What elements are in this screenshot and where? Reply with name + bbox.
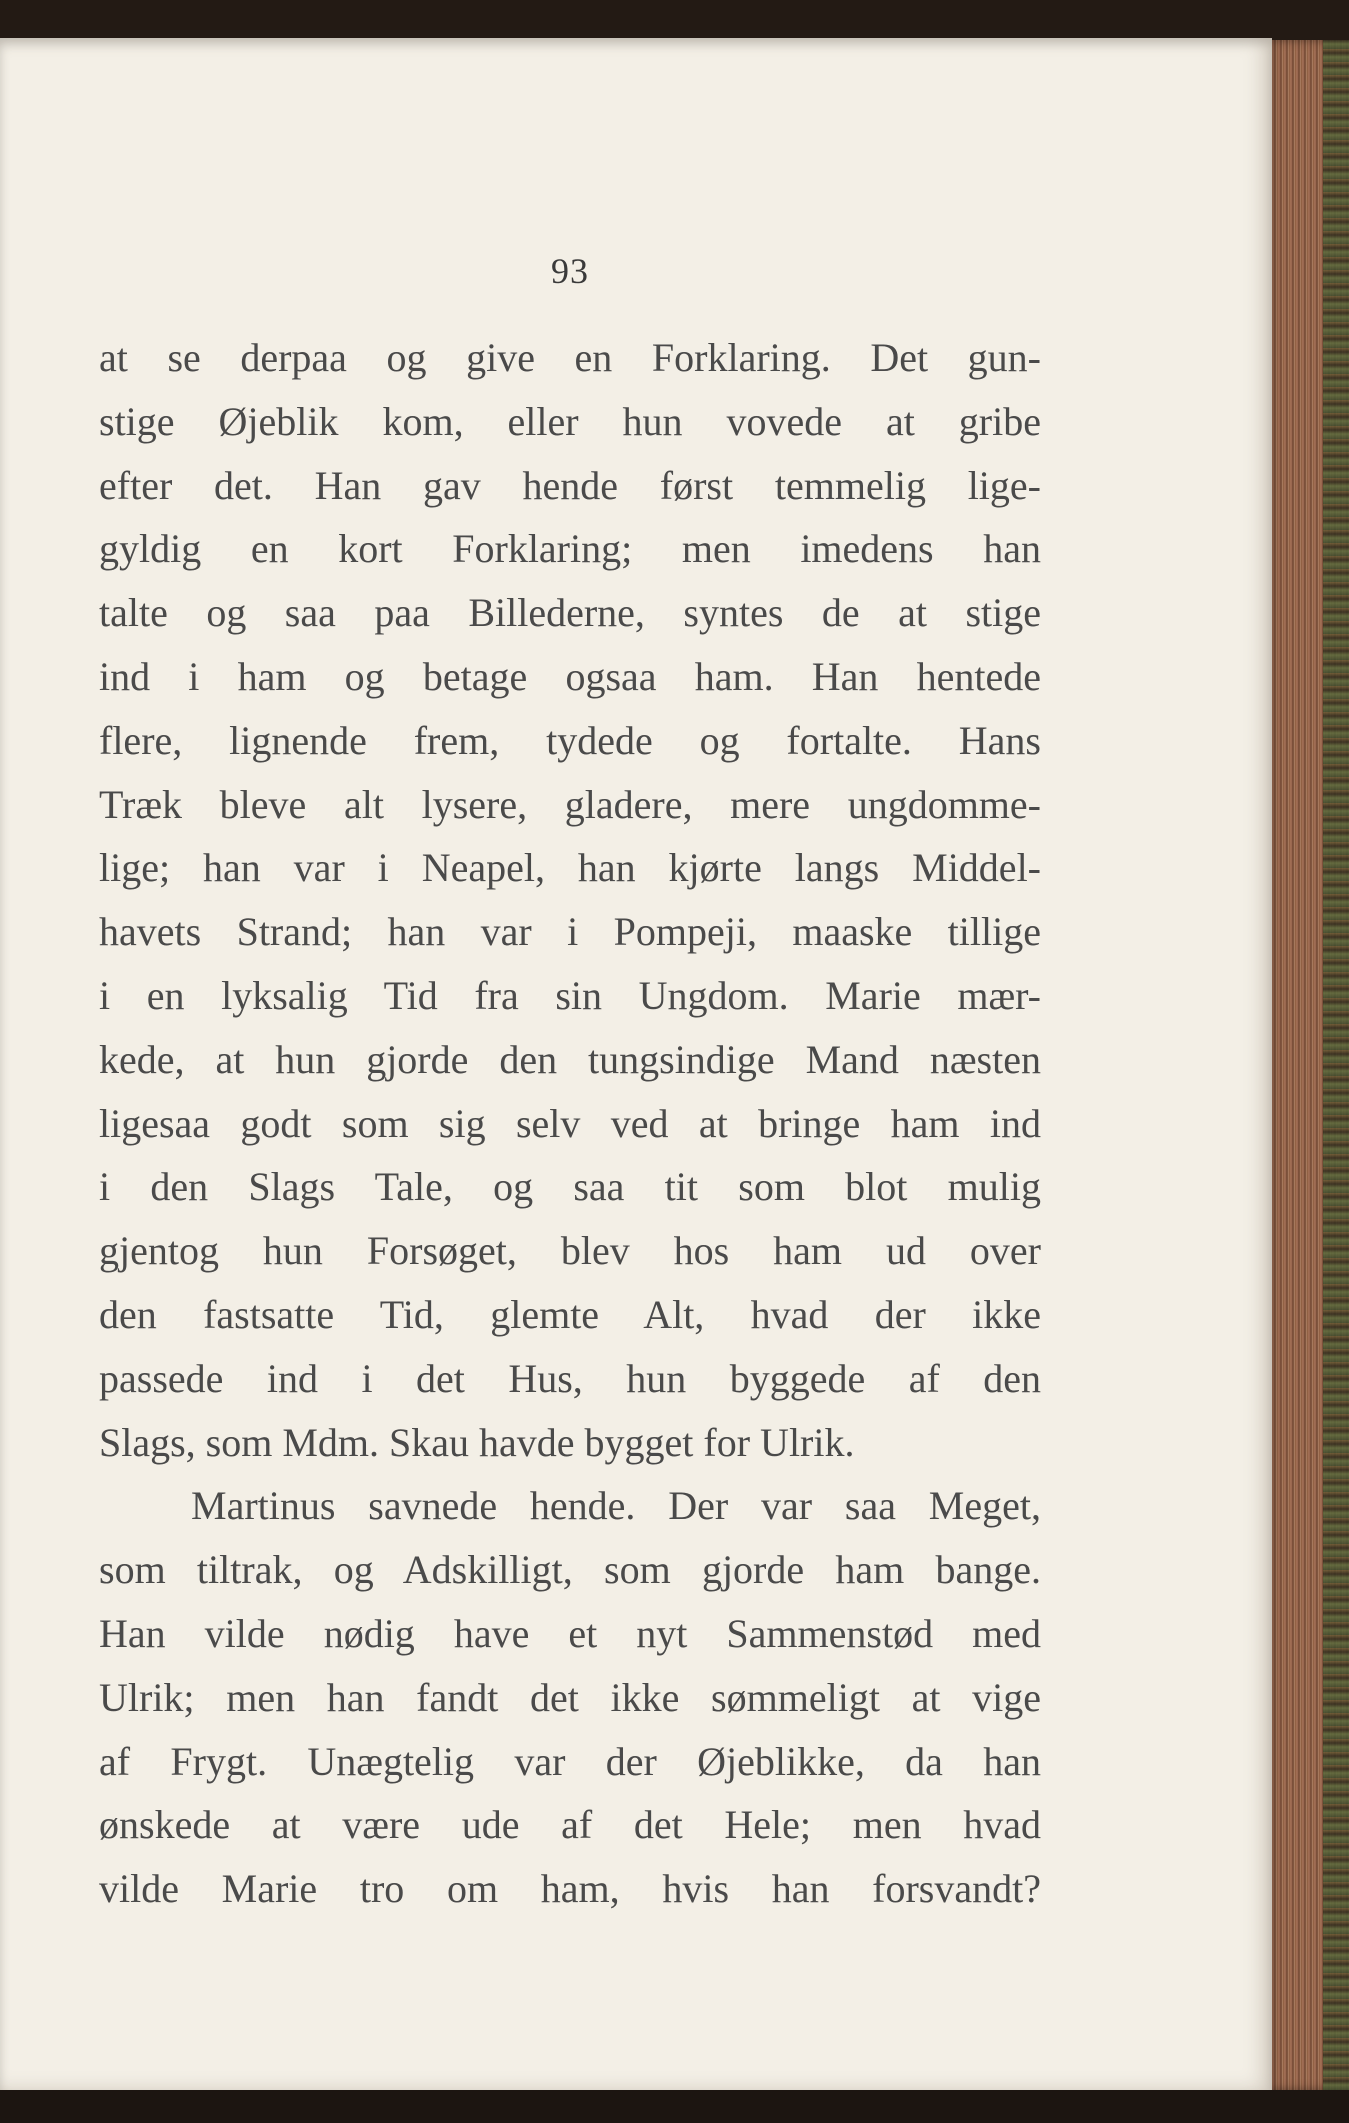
text-line: i den Slags Tale, og saa tit som blot mulig xyxy=(99,1164,1041,1210)
text-line: ønskede at være ude af det Hele; men hvad xyxy=(99,1802,1041,1848)
text-line: at se derpaa og give en Forklaring. Det gun- xyxy=(99,335,1041,380)
text-line: af Frygt. Unægtelig var der Øjeblikke, da han xyxy=(99,1738,1041,1784)
text-line: gyldig en kort Forklaring; men imedens han xyxy=(99,526,1041,572)
text-line: ligesaa godt som sig selv ved at bringe ham ind xyxy=(99,1100,1041,1146)
text-line: kede, at hun gjorde den tungsindige Mand næsten xyxy=(99,1036,1041,1082)
text-line: talte og saa paa Billederne, syntes de at stige xyxy=(99,590,1041,636)
text-line: lige; han var i Neapel, han kjørte langs Middel- xyxy=(99,845,1041,891)
text-line: havets Strand; han var i Pompeji, maaske tillige xyxy=(99,909,1041,955)
text-line: i en lyksalig Tid fra sin Ungdom. Marie mær- xyxy=(99,972,1041,1018)
page-edges xyxy=(1265,40,1349,2090)
book-page xyxy=(0,38,1272,2090)
text-line: efter det. Han gav hende først temmelig lige- xyxy=(99,462,1041,508)
text-line: Slags, som Mdm. Skau havde bygget for Ulrik. xyxy=(99,1419,855,1465)
text-line: Han vilde nødig have et nyt Sammenstød med xyxy=(99,1610,1041,1656)
text-line: Ulrik; men han fandt det ikke sømmeligt at vige xyxy=(99,1674,1041,1720)
text-line: den fastsatte Tid, glemte Alt, hvad der ikke xyxy=(99,1291,1041,1337)
text-line-paragraph-start: Martinus savnede hende. Der var saa Meget, xyxy=(191,1483,1041,1529)
body-text xyxy=(99,326,1041,1921)
text-line: flere, lignende frem, tydede og fortalte. Hans xyxy=(99,717,1041,763)
text-line: stige Øjeblik kom, eller hun vovede at gribe xyxy=(99,398,1041,444)
text-line: passede ind i det Hus, hun byggede af den xyxy=(99,1355,1041,1401)
text-line: som tiltrak, og Adskilligt, som gjorde ham bange. xyxy=(99,1547,1041,1593)
page-number: 93 xyxy=(551,251,589,291)
text-line: vilde Marie tro om ham, hvis han forsvandt? xyxy=(99,1866,1041,1912)
text-line: gjentog hun Forsøget, blev hos ham ud over xyxy=(99,1228,1041,1274)
text-line: Træk bleve alt lysere, gladere, mere ungdomme- xyxy=(99,781,1041,827)
text-line: ind i ham og betage ogsaa ham. Han hentede xyxy=(99,653,1041,699)
